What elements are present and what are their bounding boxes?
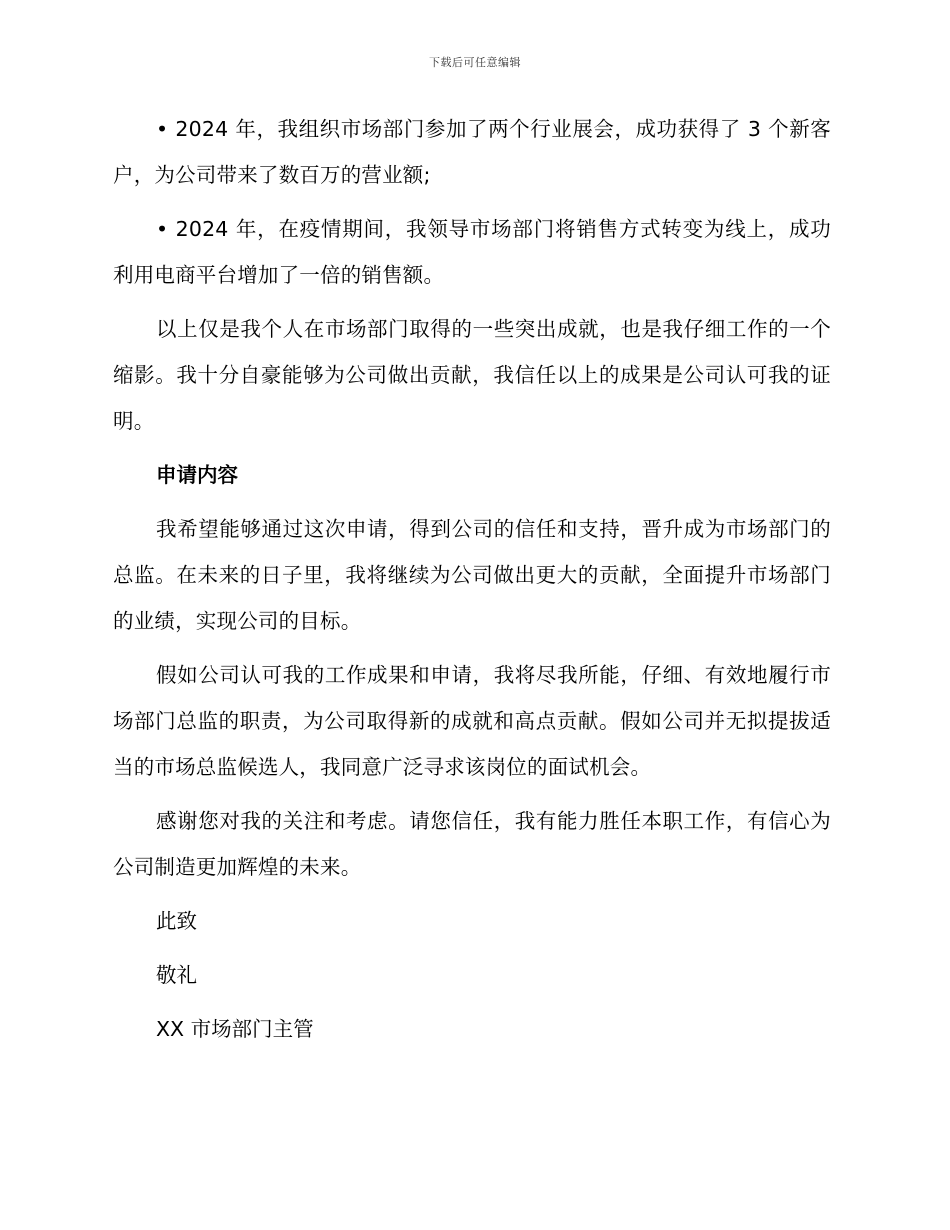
document-body — [113, 106, 831, 1060]
body-paragraph: 假如公司认可我的工作成果和申请，我将尽我所能，仔细、有效地履行市场部门总监的职责，为公司取得新的成就和高点贡献。假如公司并无拟提拔适当的市场总监候选人，我同意广泛寻求该岗位的面试机会。 — [113, 663, 831, 779]
closing-salutation: 此致 — [156, 909, 197, 933]
body-paragraph: 感谢您对我的关注和考虑。请您信任，我有能力胜任本职工作，有信心为公司制造更加辉煌的未来。 — [113, 809, 831, 879]
signature: XX 市场部门主管 — [156, 1017, 314, 1041]
body-paragraph: 我希望能够通过这次申请，得到公司的信任和支持，晋升成为市场部门的总监。在未来的日子里，我将继续为公司做出更大的贡献，全面提升市场部门的业绩，实现公司的目标。 — [113, 517, 831, 633]
bullet-paragraph: • 2024 年，在疫情期间，我领导市场部门将销售方式转变为线上，成功利用电商平台增加了一倍的销售额。 — [113, 217, 831, 287]
header-note: 下载后可任意编辑 — [429, 56, 521, 69]
closing-regards: 敬礼 — [156, 963, 197, 987]
section-heading: 申请内容 — [156, 463, 238, 487]
bullet-paragraph: • 2024 年，我组织市场部门参加了两个行业展会，成功获得了 3 个新客户，为公司带来了数百万的营业额; — [113, 117, 831, 187]
summary-paragraph: 以上仅是我个人在市场部门取得的一些突出成就，也是我仔细工作的一个缩影。我十分自豪能够为公司做出贡献，我信任以上的成果是公司认可我的证明。 — [113, 317, 831, 433]
